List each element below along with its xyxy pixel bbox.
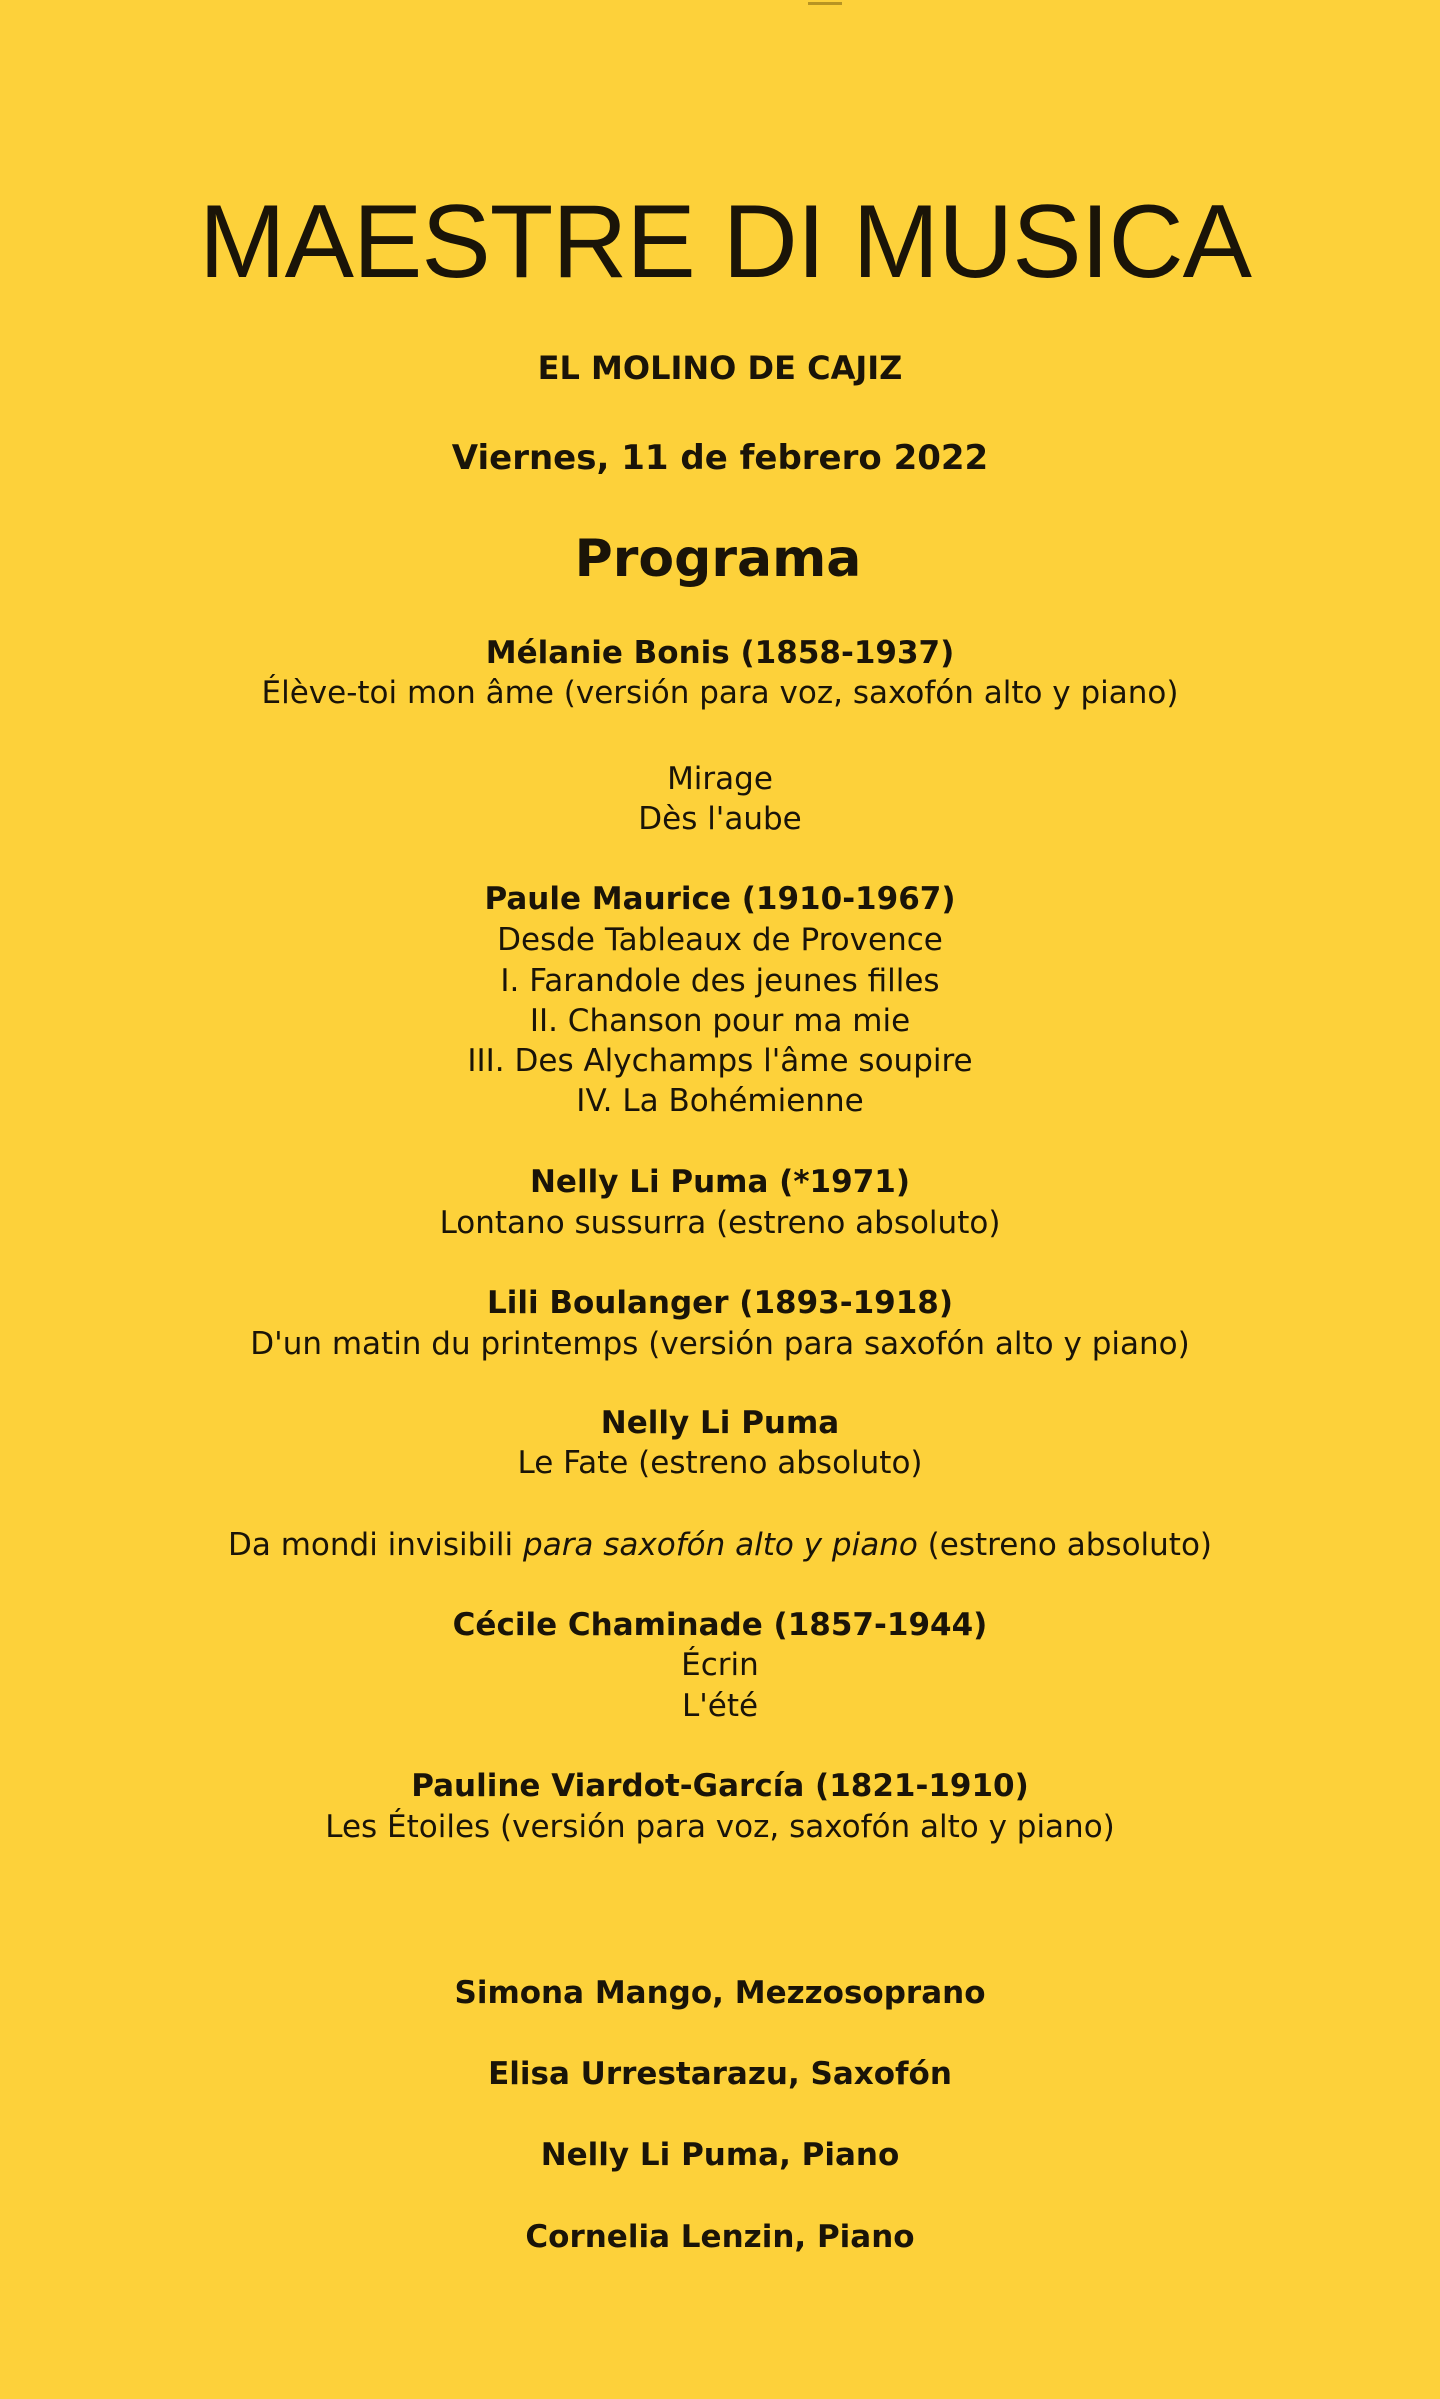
work-maurice-1: Desde Tableaux de Provence: [497, 922, 943, 958]
venue-name: EL MOLINO DE CAJIZ: [537, 349, 903, 387]
work-viardot-1: Les Étoiles (versión para voz, saxofón alto y piano): [325, 1809, 1115, 1845]
work-boulanger-1: D'un matin du printemps (versión para saxofón alto y piano): [250, 1326, 1190, 1362]
concert-date: Viernes, 11 de febrero 2022: [451, 438, 989, 478]
composer-boulanger: Lili Boulanger (1893-1918): [486, 1285, 954, 1321]
work-maurice-4: III. Des Alychamps l'âme soupire: [467, 1043, 973, 1079]
composer-chaminade: Cécile Chaminade (1857-1944): [452, 1607, 988, 1643]
work-bonis-1: Élève-toi mon âme (versión para voz, saxofón alto y piano): [261, 675, 1179, 711]
program-title: MAESTRE DI MUSICA: [199, 184, 1251, 300]
work-chaminade-2: L'été: [681, 1688, 759, 1724]
work-lipuma-2: Le Fate (estreno absoluto): [517, 1445, 923, 1481]
composer-lipuma-1: Nelly Li Puma (*1971): [529, 1164, 911, 1200]
performer-2: Elisa Urrestarazu, Saxofón: [488, 2056, 952, 2092]
composer-bonis: Mélanie Bonis (1858-1937): [485, 635, 955, 671]
work-lipuma-3-title: Da mondi invisibili: [227, 1527, 524, 1563]
composer-lipuma-2: Nelly Li Puma: [600, 1405, 840, 1441]
work-lipuma-3-instrumentation: para saxofón alto y piano: [523, 1527, 918, 1563]
work-bonis-2: Mirage: [667, 761, 773, 797]
composer-viardot: Pauline Viardot-García (1821-1910): [411, 1768, 1029, 1804]
work-maurice-2: I. Farandole des jeunes filles: [500, 963, 940, 999]
program-heading: Programa: [574, 529, 862, 589]
performer-1: Simona Mango, Mezzosoprano: [454, 1975, 986, 2011]
composer-maurice: Paule Maurice (1910-1967): [484, 881, 956, 917]
work-chaminade-1: Écrin: [681, 1647, 759, 1683]
work-maurice-5: IV. La Bohémienne: [576, 1083, 864, 1119]
work-bonis-3: Dès l'aube: [638, 801, 802, 837]
work-lipuma-3-note: (estreno absoluto): [917, 1527, 1213, 1563]
work-lipuma-1: Lontano sussurra (estreno absoluto): [439, 1205, 1001, 1241]
performer-4: Cornelia Lenzin, Piano: [525, 2219, 915, 2255]
work-maurice-3: II. Chanson pour ma mie: [529, 1003, 911, 1039]
work-lipuma-3: [0, 1527, 1440, 1563]
performer-3: Nelly Li Puma, Piano: [540, 2137, 900, 2173]
top-edge-mark: [808, 0, 842, 5]
